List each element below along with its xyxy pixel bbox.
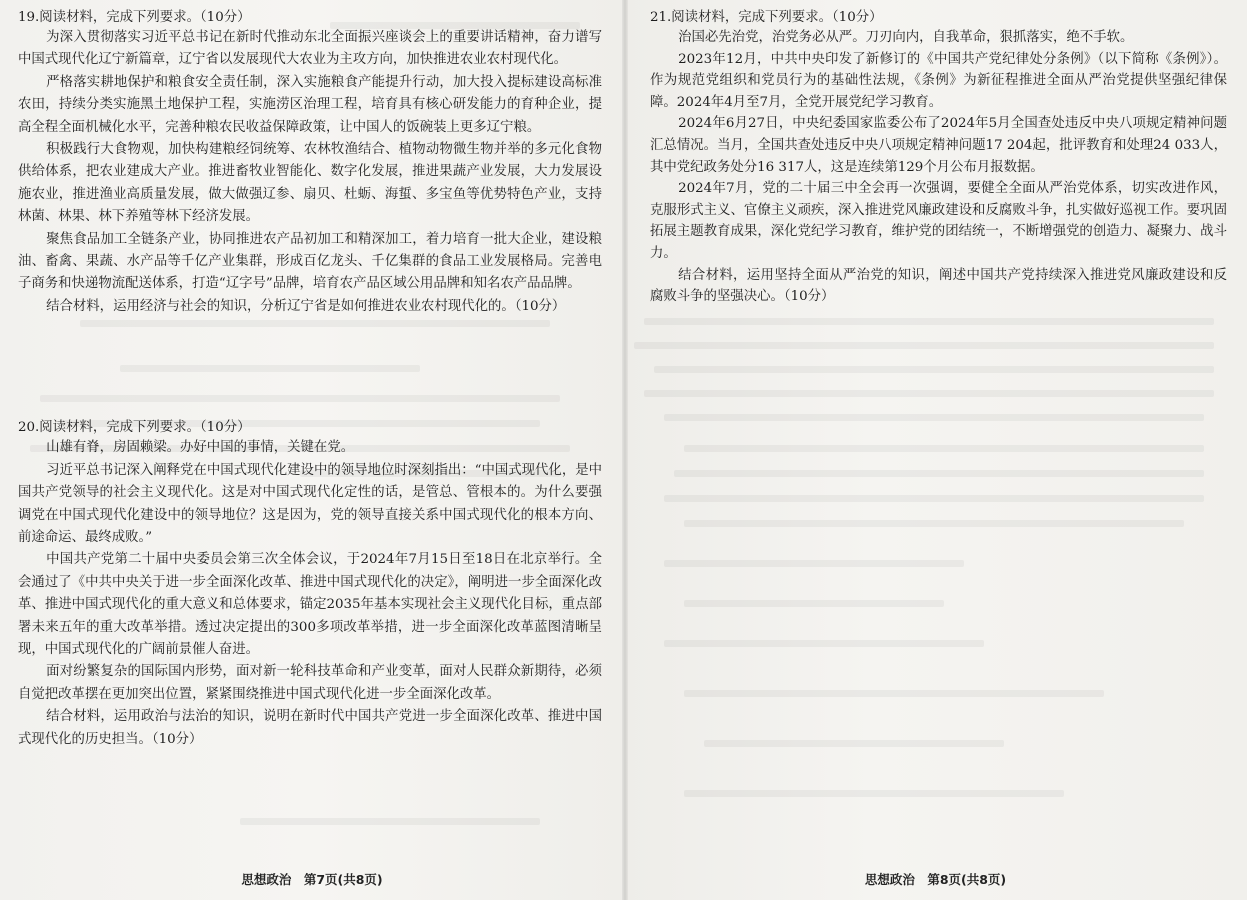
question-19-title: 19.阅读材料，完成下列要求。（10分）: [18, 10, 251, 25]
q20-paragraph-4: 面对纷繁复杂的国际国内形势，面对新一轮科技革命和产业变革，面对人民群众新期待，必须自觉把改革摆在更加突出位置，紧紧围绕推进中国式现代化进一步全面深化改革。: [18, 664, 602, 702]
page-7-footer: 思想政治 第7页(共8页): [241, 872, 383, 887]
question-21-title: 21.阅读材料，完成下列要求。（10分）: [650, 10, 883, 25]
page-fold: [622, 0, 628, 900]
q19-paragraph-4: 聚焦食品加工全链条产业，协同推进农产品初加工和精深加工，着力培育一批大企业，建设粮油、畜禽、果蔬、水产品等千亿产业集群，形成百亿龙头、千亿集群的食品工业发展格局。完善电子商务和快递物流配送体系，打造“辽字号”品牌，培育农产品区域公用品牌和知名农产品品牌。: [18, 231, 602, 292]
q20-paragraph-1: 山雄有脊，房固赖梁。办好中国的事情，关键在党。: [46, 440, 355, 456]
answer-space: [18, 318, 602, 418]
q21-paragraph-4: 2024年7月，党的二十届三中全会再一次强调，要健全全面从严治党体系，切实改进作风，克服形式主义、官僚主义顽疾，深入推进党风廉政建设和反腐败斗争，扎实做好巡视工作。要巩固拓展主题教育成果，深化党纪学习教育，维护党的团结统一，不断增强党的创造力、凝聚力、战斗力。: [650, 181, 1227, 261]
page-7-content: [18, 8, 602, 751]
page-8-content: [650, 8, 1227, 308]
q19-paragraph-3: 积极践行大食物观，加快构建粮经饲统筹、农林牧渔结合、植物动物微生物并举的多元化食物供给体系，把农业建成大产业。推进畜牧业智能化、数字化发展，推进果蔬产业发展，大力发展设施农业，推进渔业高质量发展，做大做强辽参、扇贝、杜蛎、海蜇、多宝鱼等优势特色产业，支持林菌、林果、林下养殖等林下经济发展。: [18, 142, 602, 225]
q19-paragraph-2: 严格落实耕地保护和粮食安全责任制，深入实施粮食产能提升行动，加大投入提标建设高标准农田，持续分类实施黑土地保护工程，实施涝区治理工程，培育具有核心研发能力的育种企业，提高全程全面机械化水平，完善种粮农民收益保障政策，让中国人的饭碗装上更多辽宁粮。: [18, 74, 602, 135]
q21-paragraph-1: 治国必先治党，治党务必从严。刀刃向内，自我革命，狠抓落实，绝不手软。: [678, 30, 1134, 45]
q20-prompt: 结合材料，运用政治与法治的知识，说明在新时代中国共产党进一步全面深化改革、推进中国式现代化的历史担当。（10分）: [18, 709, 602, 747]
q19-paragraph-1: 为深入贯彻落实习近平总书记在新时代推动东北全面振兴座谈会上的重要讲话精神，奋力谱写中国式现代化辽宁新篇章，辽宁省以发展现代大农业为主攻方向，加快推进农业农村现代化。: [18, 30, 602, 68]
q21-paragraph-2: 2023年12月，中共中央印发了新修订的《中国共产党纪律处分条例》（以下简称《条例》）。作为规范党组织和党员行为的基础性法规，《条例》为新征程推进全面从严治党提供坚强纪律保障。2024年4月至7月，全党开展党纪学习教育。: [650, 51, 1227, 110]
q19-prompt: 结合材料，运用经济与社会的知识，分析辽宁省是如何推进农业农村现代化的。（10分）: [46, 298, 566, 314]
question-20: [18, 418, 602, 751]
page-8: [624, 0, 1247, 900]
q21-prompt: 结合材料，运用坚持全面从严治党的知识，阐述中国共产党持续深入推进党风廉政建设和反腐败斗争的坚强决心。（10分）: [650, 267, 1227, 305]
question-21: [650, 8, 1227, 308]
q21-paragraph-3: 2024年6月27日，中央纪委国家监委公布了2024年5月全国查处违反中央八项规定精神问题汇总情况。当月，全国共查处违反中央八项规定精神问题17 204起，批评教育和处理24 033人，其中党纪政务处分16 317人，这是连续第129个月公布月报数据。: [650, 116, 1227, 175]
q20-paragraph-3: 中国共产党第二十届中央委员会第三次全体会议，于2024年7月15日至18日在北京举行。全会通过了《中共中央关于进一步全面深化改革、推进中国式现代化的决定》，阐明进一步全面深化改革、推进中国式现代化的重大意义和总体要求，锚定2035年基本实现社会主义现代化目标，重点部署未来五年的重大改革举措。透过决定提出的300多项改革举措，进一步全面深化改革蓝图清晰呈现，中国式现代化的广阔前景催人奋进。: [18, 552, 602, 657]
page-8-footer: 思想政治 第8页(共8页): [864, 872, 1007, 887]
q20-paragraph-2: 习近平总书记深入阐释党在中国式现代化建设中的领导地位时深刻指出：“中国式现代化，是中国共产党领导的社会主义现代化。这是对中国式现代化定性的话，是管总、管根本的。为什么要强调党在中国式现代化建设中的领导地位？这是因为，党的领导直接关系中国式现代化的根本方向、前途命运、最终成败。”: [18, 462, 602, 545]
question-20-title: 20.阅读材料，完成下列要求。（10分）: [18, 420, 251, 436]
question-19: [18, 8, 602, 318]
